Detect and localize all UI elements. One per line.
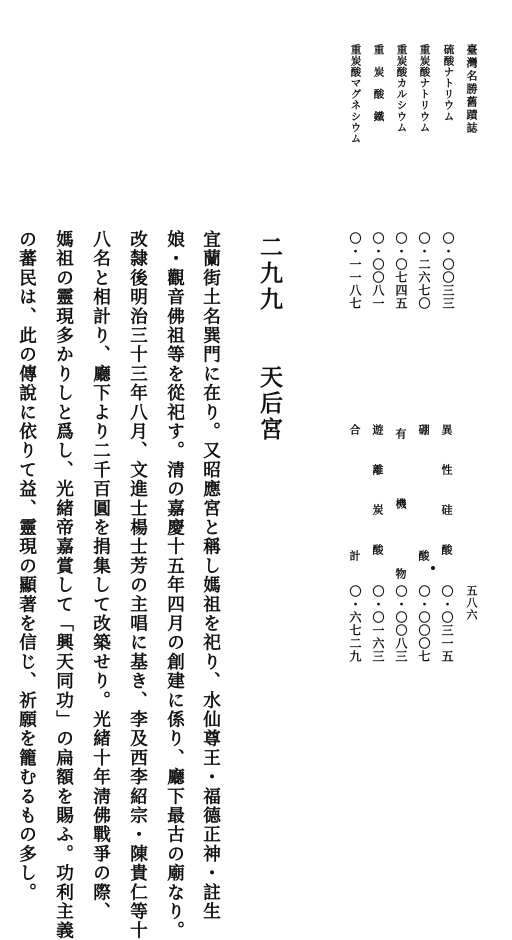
body-column-5: 媽祖の靈現多かりしと爲し、光緒帝嘉賞して「興天同功」の扁額を賜ふ。功利主義	[53, 230, 75, 940]
body-column-3: 改隸後明治三十三年八月、文進士楊士芳の主唱に基き、李及西李紹宗・陳貴仁等十	[127, 230, 149, 940]
dot-mark-icon	[431, 566, 435, 570]
table-mid-value-5: 〇・六七二九	[348, 585, 362, 663]
table-top-value-4: 〇・〇〇八一	[371, 232, 385, 310]
table-mid-value-3: 〇・〇〇八三	[394, 585, 408, 663]
table-top-value-3: 〇・〇七四五	[394, 232, 408, 310]
table-top-value-1: 〇・〇〇三三	[441, 232, 455, 310]
table-top-label-2: 重炭酸ナトリウム	[418, 44, 431, 133]
body-column-4: 八名と相計り、廳下より二千百圓を捐集して改築せり。光緒十年淸佛戰爭の際、	[90, 230, 112, 922]
table-mid-label-2: 硼 酸	[417, 424, 430, 571]
table-top-value-5: 〇・一一八七	[348, 232, 362, 310]
table-mid-value-1: 〇・〇三一五	[440, 585, 454, 663]
entry-heading	[258, 235, 281, 443]
body-column-1: 宜蘭街土名巽門に在り。又昭應宮と稱し媽祖を祀り、水仙尊王・福德正神・註生	[200, 230, 222, 922]
table-mid-label-3: 有 機 物	[394, 428, 407, 603]
heading-gap	[256, 313, 283, 365]
table-top-value-2: 〇・二六七〇	[417, 232, 431, 310]
body-column-2: 娘・觀音佛祖等を從祀す。清の嘉慶十五年四月の創建に係り、廳下最古の廟なり。	[164, 230, 186, 940]
table-top-label-4: 重 炭 酸 鐵	[372, 44, 385, 122]
table-top-label-3: 重炭酸カルシウム	[395, 44, 408, 133]
table-mid-value-2: 〇・〇〇〇七	[417, 585, 431, 663]
entry-title: 天后宮	[256, 365, 283, 443]
table-mid-label-4: 遊 離 炭 酸	[371, 424, 384, 564]
table-mid-label-5: 合 計	[348, 424, 361, 571]
running-title: 臺灣名勝舊蹟誌	[465, 44, 478, 135]
table-mid-label-1: 異 性 硅 酸	[440, 424, 453, 564]
body-column-6: の蕃民は、此の傳說に依りて益、靈現の顯著を信じ、祈願を籠むるもの多し。	[16, 230, 38, 902]
table-mid-value-4: 〇・〇一六三	[371, 585, 385, 663]
entry-number: 二九九	[256, 235, 283, 313]
table-top-label-5: 重炭酸マグネシウム	[349, 44, 362, 144]
table-top-label-1: 硫酸ナトリウム	[442, 44, 455, 122]
page-number: 五八六	[465, 585, 478, 621]
